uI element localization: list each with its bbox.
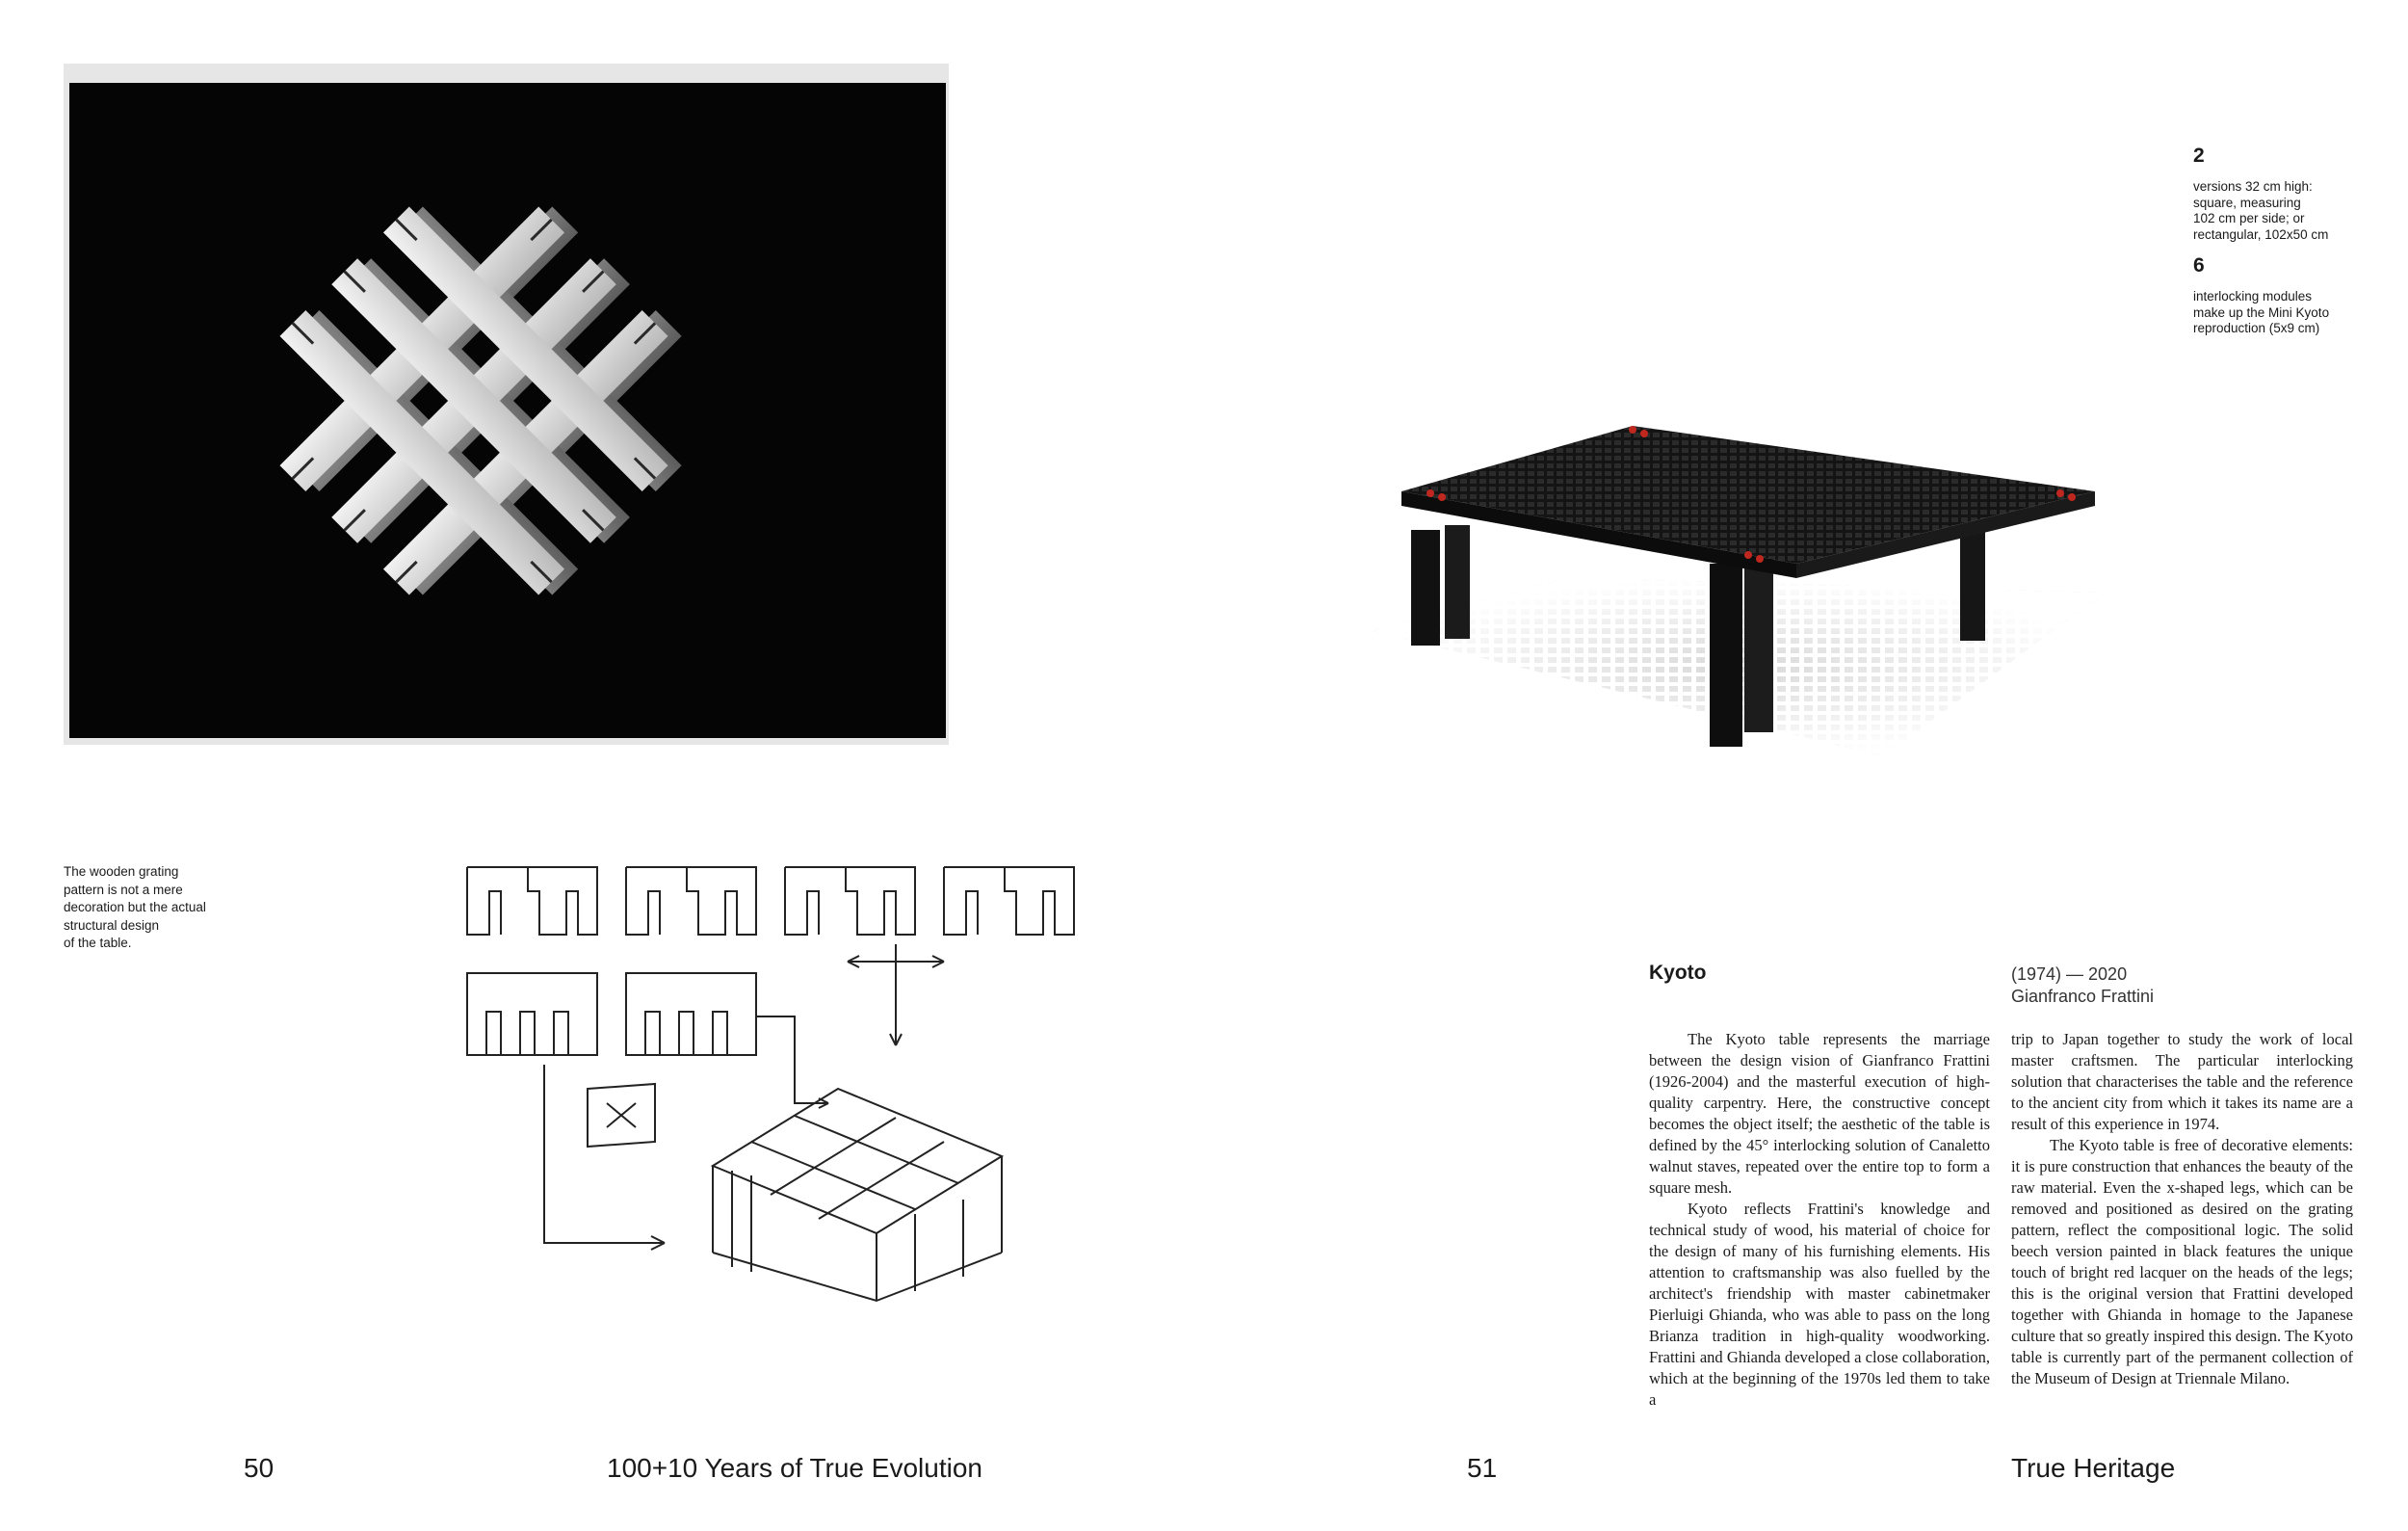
stat-line: make up the Mini Kyoto: [2193, 304, 2330, 320]
running-title-right: True Heritage: [2011, 1453, 2176, 1483]
stat-line: reproduction (5x9 cm): [2193, 321, 2320, 335]
sketch-profiles-row2: [467, 973, 756, 1055]
product-years: (1974) — 2020: [2011, 964, 2128, 984]
body-paragraph: trip to Japan together to study the work of local master craftsmen. The particular interlocking solution that characterises the table and the reference to the ancient city from which it takes its name are a result of this experience in 1974.: [2011, 1030, 2353, 1133]
body-column-2: [2011, 1029, 2353, 1389]
sketch-illustration: [462, 848, 1117, 1310]
body-paragraph: The Kyoto table is free of decorative elements: it is pure construction that enhances the beauty of the raw material. Even the x-shaped legs, which can be removed and positioned as desired on the grating pattern, reflect the compositional logic. The solid beech version painted in black features the unique touch of bright red lacquer on the heads of the legs; this is the original version that Frattini developed together with Ghianda in homage to the Japanese culture that so greatly inspired this design. The Kyoto table is currently part of the permanent collection of the Museum of Design at Triennale Milano.: [2011, 1136, 2353, 1387]
kyoto-table-render: [1344, 385, 2133, 771]
stat-number: 2: [2193, 145, 2205, 167]
caption-line: of the table.: [64, 936, 132, 950]
sketch-profiles-row1: [467, 867, 1074, 935]
caption-line: decoration but the actual: [64, 900, 206, 914]
hand-sketch: [462, 848, 1117, 1310]
caption-line: The wooden grating: [64, 864, 179, 879]
product-meta: [2011, 963, 2154, 1008]
caption-line: structural design: [64, 917, 160, 933]
stat-line: 102 cm per side; or: [2193, 211, 2305, 225]
stat-description: [2193, 289, 2386, 337]
photo-caption: [64, 863, 256, 953]
archive-photo-grating-model: [69, 83, 946, 738]
body-column-1: [1649, 1029, 1990, 1411]
product-title: Kyoto: [1649, 962, 1707, 984]
kyoto-table-illustration: [1344, 385, 2133, 771]
page-number-right: 51: [1467, 1453, 1498, 1483]
stat-line: interlocking modules: [2193, 289, 2313, 304]
body-paragraph: The Kyoto table represents the marriage between the design vision of Gianfranco Frattini (1926-2004) and the masterful execution of high-quality carpentry. Here, the constructive concept becomes the object itself; the aesthetic of the table is defined by the 45° interlocking solution of Canaletto walnut staves, repeated over the entire top to form a square mesh.: [1649, 1030, 1990, 1197]
running-title-left: 100+10 Years of True Evolution: [607, 1453, 982, 1483]
product-designer: Gianfranco Frattini: [2011, 987, 2155, 1006]
stat-line: square, measuring: [2193, 195, 2301, 210]
stat-number: 6: [2193, 254, 2205, 277]
stat-line: versions 32 cm high:: [2193, 179, 2313, 194]
caption-line: pattern is not a mere: [64, 882, 183, 897]
stats-panel: [2193, 145, 2386, 349]
page-number-left: 50: [244, 1453, 275, 1483]
body-paragraph: Kyoto reflects Frattini's knowledge and technical study of wood, his material of choice for the design of many of his furnishing elements. His attention to craftsmanship was also fuelled by the architect's friendship with master cabinetmaker Pierluigi Ghianda, who was able to pass on the long Brianza tradition in high-quality woodworking. Frattini and Ghianda developed a close collaboration, which at the beginning of the 1970s led them to take a: [1649, 1200, 1990, 1409]
stat-line: rectangular, 102x50 cm: [2193, 226, 2329, 242]
grating-model-illustration: [69, 83, 946, 738]
sketch-isometric-grating: [713, 1089, 1002, 1301]
stat-description: [2193, 179, 2386, 243]
